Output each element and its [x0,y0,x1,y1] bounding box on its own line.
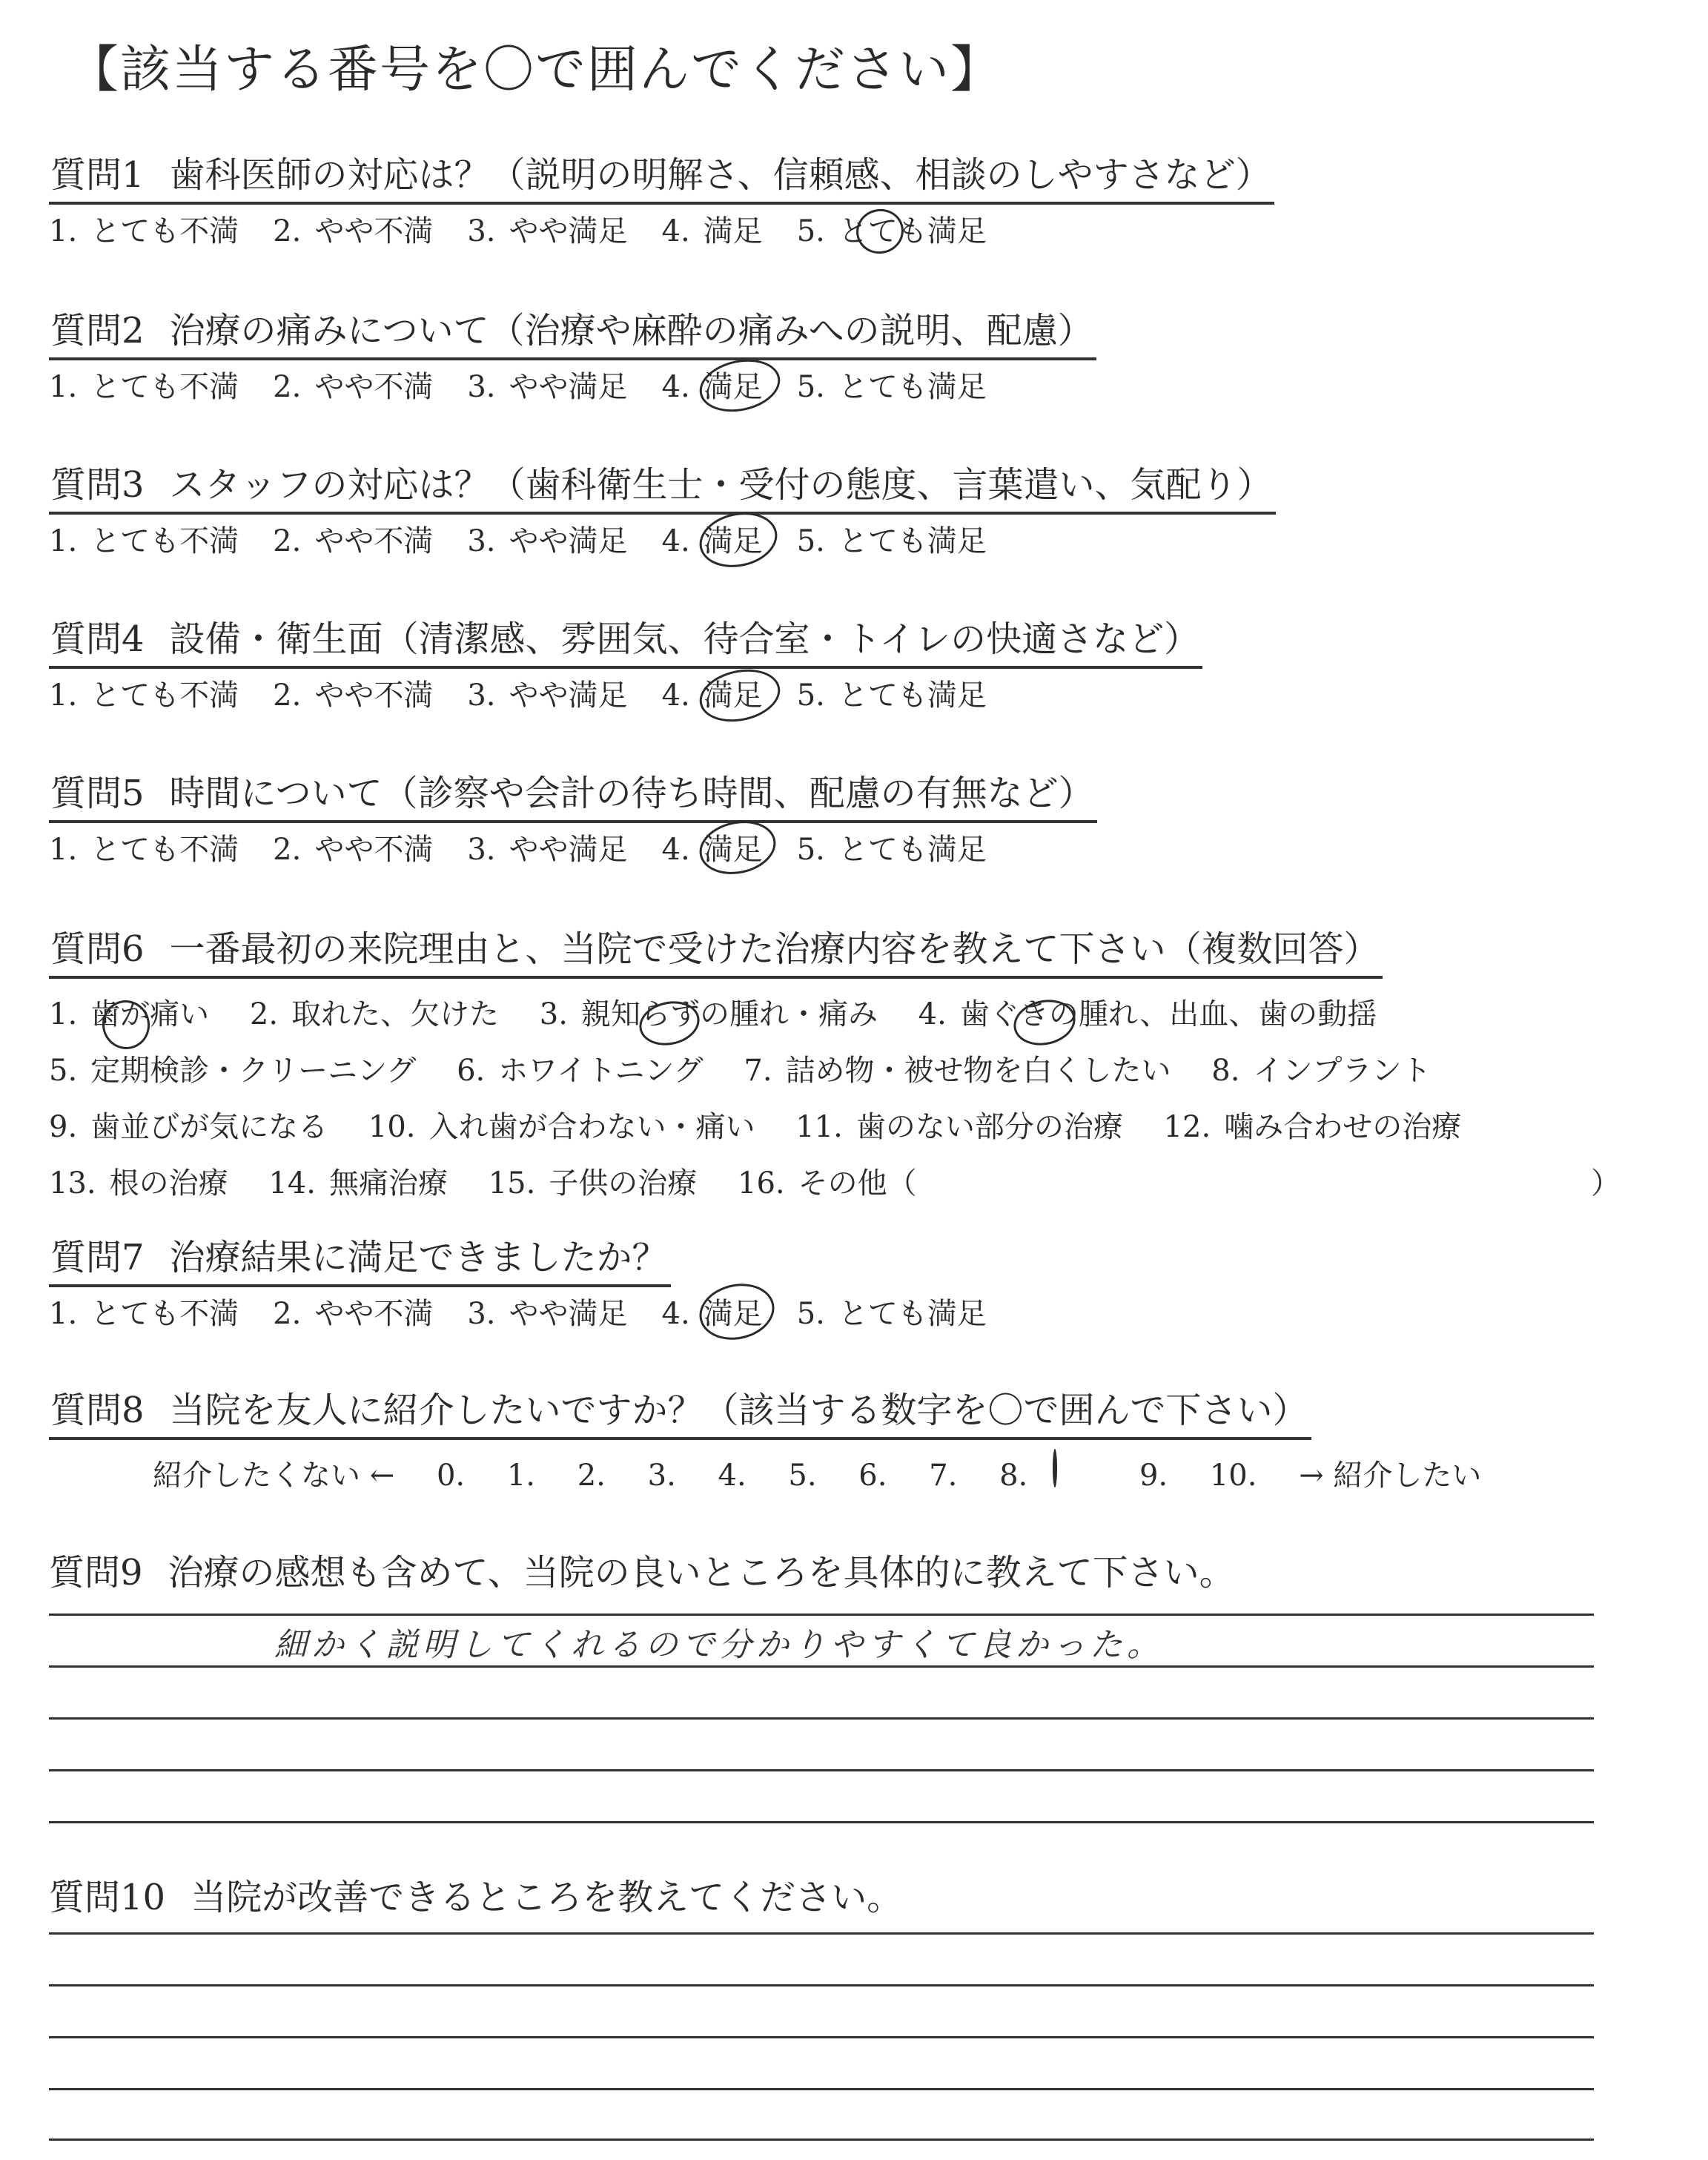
option-number: 5. [796,678,825,713]
question-3-options [49,524,1276,559]
option-label: やや不満 [314,832,434,867]
option-label: やや満足 [509,1296,628,1331]
option-number: 5. [796,524,825,558]
option-number: 11. [795,1109,843,1144]
option-label: 子供の治療 [549,1166,698,1200]
option-label: やや不満 [314,524,434,558]
option-3[interactable] [467,214,627,249]
scale-0[interactable]: 0. [436,1458,466,1493]
recommendation-scale [49,1452,1514,1494]
question-2-label: 質問2 [50,310,145,351]
selection-circle [695,662,785,728]
option-4[interactable] [918,997,1377,1031]
option-number: 15. [488,1166,536,1200]
option-number: 8. [1211,1053,1240,1088]
scale-10[interactable]: 10. [1209,1458,1257,1493]
option-label: やや満足 [509,524,628,558]
option-number: 3. [467,214,496,248]
option-10[interactable] [368,1110,755,1144]
question-8 [49,1390,1514,1494]
question-3 [49,464,1276,559]
option-1[interactable] [49,832,239,868]
option-number: 3. [467,369,496,404]
option-label: とても不満 [90,524,239,558]
option-label: とても不満 [90,832,239,867]
option-label: とても満足 [838,369,987,404]
option-5[interactable] [797,369,987,405]
option-8[interactable] [1211,1054,1431,1088]
option-5[interactable] [797,832,987,868]
question-3-title [49,464,1276,515]
options-row [49,986,1492,1043]
option-5[interactable] [797,214,987,249]
option-number: 5. [796,369,825,404]
question-7-options [49,1296,1021,1332]
option-4[interactable] [662,678,763,713]
selection-circle [695,352,785,418]
options-row [49,1099,1492,1155]
option-16[interactable] [738,1166,917,1200]
question-10-text: 当院が改善できるところを教えてください。 [191,1877,903,1918]
option-number: 2. [273,214,302,248]
option-2[interactable] [273,214,433,249]
question-7-text: 治療結果に満足できましたか？ [169,1237,668,1278]
scale-left-label: 紹介したくない ← [153,1458,395,1493]
option-label: 歯並びが気になる [90,1109,328,1144]
option-2[interactable] [273,1296,433,1332]
option-number: 16. [738,1166,785,1200]
scale-6[interactable]: 6. [858,1458,887,1493]
option-number: 5. [796,214,825,248]
option-label: とても満足 [838,524,987,558]
selection-circle [1053,1449,1057,1487]
option-number: 9. [49,1109,78,1144]
option-number: 4. [661,1296,690,1331]
option-5[interactable] [797,678,987,713]
scale-3[interactable]: 3. [647,1458,676,1493]
option-number: 4. [661,214,690,248]
question-5-options [49,832,1097,868]
option-3[interactable] [467,832,627,868]
option-number: 1. [49,832,78,867]
option-5[interactable] [49,1054,416,1088]
option-number: 2. [249,997,279,1031]
option-number: 3. [467,678,496,713]
question-1-text: 歯科医師の対応は？（説明の明解さ、信頼感、相談のしやすさなど） [169,154,1271,196]
option-number: 12. [1163,1109,1211,1144]
question-2-options [49,369,1096,405]
option-label: とても不満 [90,678,239,713]
question-10-title [49,1869,902,1920]
option-label: とても満足 [838,832,987,867]
option-1[interactable] [49,678,239,713]
question-7-label: 質問7 [50,1237,145,1278]
scale-8[interactable] [999,1459,1097,1493]
option-9[interactable] [49,1110,328,1144]
option-number: 6. [457,1053,486,1088]
option-4[interactable] [662,1296,763,1332]
question-5-title [49,773,1097,823]
option-number: 3. [539,997,568,1031]
answer-line[interactable] [49,1614,1594,1616]
question-5-label: 質問5 [50,773,145,814]
option-11[interactable] [795,1110,1123,1144]
option-number: 3. [467,1296,496,1331]
scale-4[interactable]: 4. [718,1458,747,1493]
option-5[interactable] [797,1296,987,1332]
option-number: 3. [467,524,496,558]
question-7 [49,1237,1021,1332]
option-label: とても不満 [90,369,239,404]
question-6-title [49,928,1383,979]
option-label: 満足 [703,1296,763,1331]
question-5 [49,773,1097,868]
option-label: やや満足 [509,369,628,404]
question-9-label: 質問9 [49,1552,143,1593]
scale-7[interactable]: 7. [929,1458,958,1493]
option-label: 定期検診・クリーニング [90,1053,417,1088]
option-number: 1. [49,997,78,1031]
option-label: 満足 [703,524,763,558]
question-1-title [49,154,1274,205]
question-9-text: 治療の感想も含めて、当院の良いところを具体的に教えて下さい。 [168,1552,1235,1593]
selection-circle [852,205,907,258]
option-15[interactable] [489,1166,698,1200]
question-2-text: 治療の痛みについて（治療や麻酔の痛みへの説明、配慮） [169,310,1093,351]
question-5-text: 時間について（診察や会計の待ち時間、配慮の有無など） [169,773,1094,814]
option-label: やや不満 [314,1296,434,1331]
question-2-title [49,310,1096,360]
option-number: 7. [744,1053,772,1088]
option-1[interactable] [49,997,209,1031]
option-number: 5. [796,1296,825,1331]
option-label: 親知らずの腫れ・痛み [580,997,878,1031]
scale-9[interactable]: 9. [1139,1458,1168,1493]
option-1[interactable] [49,214,239,249]
answer-line[interactable] [49,2088,1594,2090]
option-label: 詰め物・被せ物を白くしたい [785,1053,1171,1088]
option-number: 4. [661,678,690,713]
option-5[interactable] [797,524,987,559]
question-4-options [49,678,1202,713]
option-label: インプラント [1253,1053,1431,1088]
option-number: 5. [796,832,825,867]
selection-circle [694,1277,779,1347]
answer-line[interactable] [49,1932,1594,1935]
option-label: やや不満 [314,214,434,248]
question-4-text: 設備・衛生面（清潔感、雰囲気、待合室・トイレの快適さなど） [169,618,1200,660]
question-1-options [49,214,1274,249]
option-2[interactable] [250,997,499,1031]
option-number: 14. [268,1166,316,1200]
option-number: 2. [273,1296,302,1331]
option-2[interactable] [273,369,433,405]
option-number: 2. [273,678,302,713]
selection-circle [694,505,782,573]
option-3[interactable] [467,1296,627,1332]
option-2[interactable] [273,524,433,559]
option-1[interactable] [49,1296,239,1332]
question-8-text: 当院を友人に紹介したいですか？（該当する数字を〇で囲んで下さい） [169,1390,1308,1431]
option-number: 1. [49,1296,78,1331]
answer-line[interactable] [49,2138,1594,2141]
option-number: 4. [661,832,690,867]
question-6-options [49,986,1621,1212]
option-label: 歯が痛い [90,997,210,1031]
option-label: やや満足 [509,678,628,713]
option-label: 満足 [703,369,763,404]
answer-line[interactable] [49,1984,1594,1986]
option-number: 2. [273,832,302,867]
option-7[interactable] [744,1054,1171,1088]
option-number: 5. [49,1053,78,1088]
option-label: やや不満 [314,369,434,404]
selection-circle [694,814,780,881]
option-13[interactable] [49,1166,228,1200]
question-8-label: 質問8 [50,1390,145,1431]
question-4-label: 質問4 [50,618,145,660]
option-label: とても満足 [838,678,987,713]
answer-line[interactable] [49,1821,1594,1823]
question-10-label: 質問10 [49,1877,166,1918]
option-3[interactable] [467,678,627,713]
scale-2[interactable]: 2. [577,1458,606,1493]
question-6-text: 一番最初の来院理由と、当院で受けた治療内容を教えて下さい（複数回答） [169,928,1380,970]
option-label: 取れた、欠けた [291,997,500,1031]
question-1 [49,154,1274,249]
scale-right-label: → 紹介したい [1299,1458,1482,1493]
page-title: 【該当する番号を〇で囲んでください】 [68,41,1003,99]
scale-1[interactable]: 1. [506,1458,536,1493]
option-label: とても不満 [90,1296,239,1331]
option-number: 10. [368,1109,416,1144]
option-label: やや満足 [509,214,628,248]
option-label: 満足 [703,214,763,248]
option-3[interactable] [467,524,627,559]
option-4[interactable] [662,524,763,559]
question-4-title [49,618,1202,669]
question-9-title [49,1544,1235,1595]
option-label: 根の治療 [109,1166,228,1200]
question-9 [49,1544,1235,1595]
option-number: 3. [467,832,496,867]
option-label: ホワイトニング [498,1053,704,1088]
option-label: その他（ [798,1166,917,1200]
answer-line[interactable] [49,1717,1594,1720]
handwritten-answer: 細かく説明してくれるので分かりやすくて良かった。 [274,1626,1164,1664]
option-number: 1. [49,678,78,713]
option-4[interactable] [662,214,763,249]
answer-line[interactable] [49,1769,1594,1771]
option-4[interactable] [662,832,763,868]
option-4[interactable] [662,369,763,405]
question-3-text: スタッフの対応は？（歯科衛生士・受付の態度、言葉遣い、気配り） [169,464,1273,506]
option-label: 歯のない部分の治療 [855,1109,1123,1144]
option-3[interactable] [467,369,627,405]
options-row [49,1043,1492,1099]
option-2[interactable] [273,678,433,713]
option-label: とても満足 [838,214,987,248]
option-label: やや不満 [314,678,434,713]
option-14[interactable] [268,1166,448,1200]
question-4 [49,618,1202,713]
option-1[interactable] [49,369,239,405]
option-label: 満足 [703,832,763,867]
option-number: 1. [49,369,78,404]
option-2[interactable] [273,832,433,868]
question-1-label: 質問1 [50,154,145,196]
option-12[interactable] [1164,1110,1462,1144]
question-8-title [49,1390,1311,1440]
scale-value: 8. [999,1458,1028,1493]
option-number: 1. [49,214,78,248]
option-1[interactable] [49,524,239,559]
option-label: やや満足 [509,832,628,867]
other-close-paren: ） [1591,1166,1621,1200]
option-label: 満足 [703,678,763,713]
option-number: 4. [661,369,690,404]
question-6 [49,928,1621,1212]
option-number: 13. [49,1166,96,1200]
question-7-title [49,1237,671,1287]
option-label: 無痛治療 [328,1166,448,1200]
answer-line[interactable] [49,1665,1594,1668]
question-10 [49,1869,902,1920]
question-2 [49,310,1096,405]
option-label: とても満足 [838,1296,987,1331]
option-number: 2. [273,369,302,404]
options-row [49,1155,1621,1212]
option-number: 4. [661,524,690,558]
question-6-label: 質問6 [50,928,145,970]
question-3-label: 質問3 [50,464,145,506]
option-label: 歯ぐきの腫れ、出血、歯の動揺 [959,997,1377,1031]
option-number: 1. [49,524,78,558]
option-number: 4. [918,997,947,1031]
option-label: 入れ歯が合わない・痛い [428,1109,755,1144]
scale-5[interactable]: 5. [788,1458,817,1493]
option-3[interactable] [540,997,878,1031]
option-label: とても不満 [90,214,239,248]
option-6[interactable] [457,1054,704,1088]
option-label: 噛み合わせの治療 [1224,1109,1462,1144]
option-number: 2. [273,524,302,558]
answer-line[interactable] [49,2036,1594,2038]
